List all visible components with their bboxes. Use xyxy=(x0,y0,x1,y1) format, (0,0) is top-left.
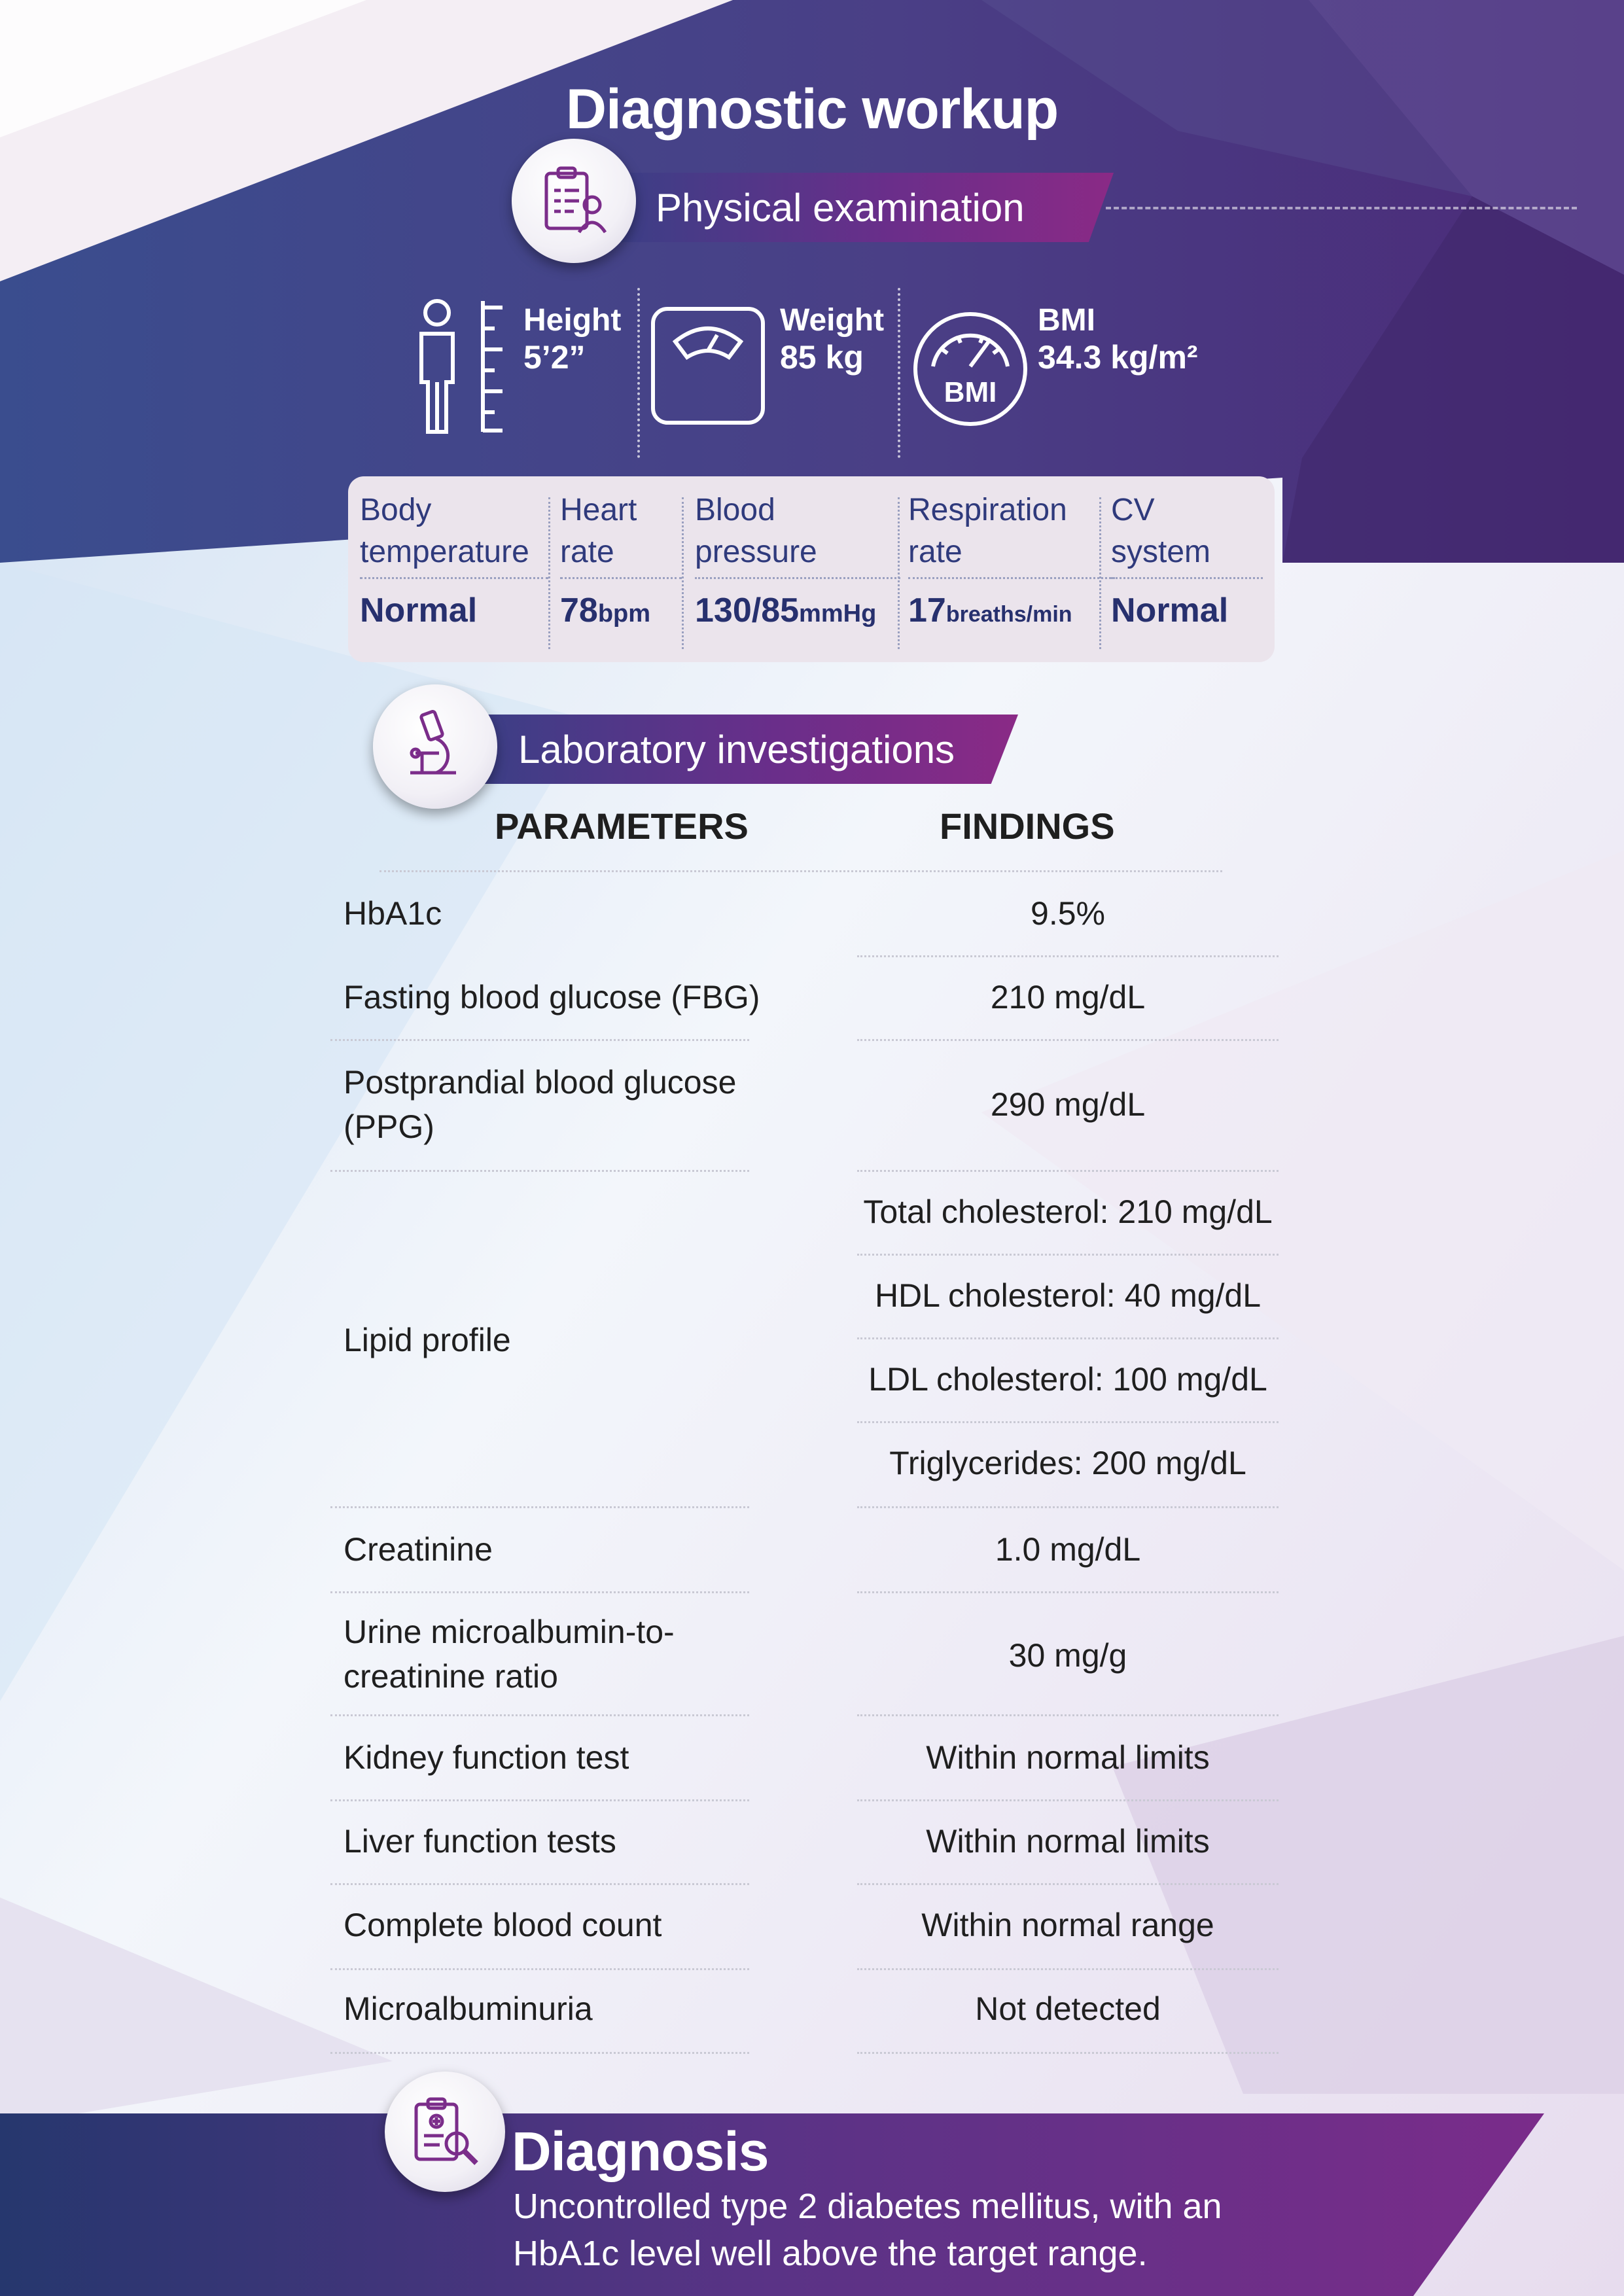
bmi-value: 34.3 kg/m² xyxy=(1038,339,1198,376)
vital-value xyxy=(695,591,900,630)
vital-value xyxy=(1111,591,1263,630)
vital-separator xyxy=(1099,497,1101,649)
row-rule xyxy=(857,2052,1279,2054)
vital-label-line: system xyxy=(1111,535,1211,569)
vital-respiration-rate xyxy=(908,489,1115,630)
vital-cv-system xyxy=(1111,489,1263,630)
row-rule xyxy=(857,1883,1279,1885)
row-rule xyxy=(330,1883,749,1885)
row-rule xyxy=(330,1170,749,1172)
vital-separator xyxy=(898,497,900,649)
weight-value: 85 kg xyxy=(780,339,864,376)
header-rule xyxy=(380,870,1222,872)
vital-value xyxy=(360,591,548,630)
row-rule xyxy=(857,1254,1279,1256)
lab-finding: 1.0 mg/dL xyxy=(995,1531,1141,1568)
bmi-gauge-icon xyxy=(908,306,1033,431)
row-rule xyxy=(857,1039,1279,1041)
row-rule xyxy=(857,955,1279,957)
header-parameters: PARAMETERS xyxy=(495,805,749,847)
lab-finding: 210 mg/dL xyxy=(990,979,1146,1016)
vital-label-line: Heart xyxy=(560,493,637,527)
lab-param: Liver function tests xyxy=(344,1823,616,1860)
vital-body-temperature xyxy=(360,489,548,630)
lab-param: Kidney function test xyxy=(344,1739,629,1776)
row-rule xyxy=(330,2052,749,2054)
lab-finding: 30 mg/g xyxy=(1008,1637,1127,1674)
height-label: Height xyxy=(523,303,622,338)
vital-label-line: rate xyxy=(908,535,962,569)
clipboard-doctor-icon xyxy=(512,139,636,263)
vital-label xyxy=(560,489,682,579)
lab-finding: Within normal range xyxy=(921,1907,1214,1943)
lab-finding: LDL cholesterol: 100 mg/dL xyxy=(868,1361,1267,1398)
section-ribbon-lab xyxy=(478,715,1018,784)
lab-finding: Within normal limits xyxy=(926,1739,1210,1776)
row-rule xyxy=(330,1799,749,1801)
person-height-ruler-icon xyxy=(411,294,509,442)
height-text xyxy=(523,302,621,376)
row-rule xyxy=(857,1170,1279,1172)
lab-finding: Within normal limits xyxy=(926,1823,1210,1860)
vital-value-number: Normal xyxy=(360,592,478,629)
header-findings: FINDINGS xyxy=(940,805,1115,847)
lab-param: Creatinine xyxy=(344,1531,493,1568)
row-rule xyxy=(857,1421,1279,1423)
vital-label xyxy=(695,489,900,579)
vital-value-number: 130/85 xyxy=(695,592,800,629)
diagnosis-text: Uncontrolled type 2 diabetes mellitus, with an HbA1c level well above the target range. xyxy=(513,2187,1222,2273)
vital-label-line: Body xyxy=(360,493,432,527)
vital-value-number: 17 xyxy=(908,592,946,629)
vital-label-line: Respiration xyxy=(908,493,1067,527)
vital-blood-pressure xyxy=(695,489,900,630)
lab-finding: 9.5% xyxy=(1031,895,1105,932)
bmi-label: BMI xyxy=(1038,303,1095,338)
bmi-icon-text: BMI xyxy=(944,376,997,408)
microscope-icon xyxy=(373,684,497,809)
vital-separator xyxy=(682,497,684,649)
vital-label-line: CV xyxy=(1111,493,1155,527)
lab-finding: Total cholesterol: 210 mg/dL xyxy=(863,1193,1273,1230)
row-rule xyxy=(857,1337,1279,1339)
height-value: 5’2” xyxy=(523,339,586,376)
vital-value xyxy=(560,591,682,630)
vital-label xyxy=(908,489,1115,579)
vital-heart-rate xyxy=(560,489,682,630)
lab-param: Fasting blood glucose (FBG) xyxy=(344,979,760,1016)
lab-param: Microalbuminuria xyxy=(344,1990,593,2027)
section-ribbon-physical xyxy=(615,173,1114,242)
ribbon-dotted-line xyxy=(1106,207,1577,209)
weighing-scale-icon xyxy=(649,305,767,430)
vitals-panel xyxy=(348,476,1275,662)
vital-separator xyxy=(898,288,900,458)
vital-value-number: 78 xyxy=(560,592,598,629)
section-title-lab: Laboratory investigations xyxy=(518,727,955,771)
lab-param: Urine microalbumin-to-creatinine ratio xyxy=(344,1614,675,1695)
clipboard-magnifier-icon xyxy=(385,2072,505,2192)
lab-param: Postprandial blood glucose (PPG) xyxy=(344,1064,737,1145)
row-rule xyxy=(330,1968,749,1970)
vital-unit: breaths/min xyxy=(945,602,1072,627)
lab-param: Lipid profile xyxy=(344,1322,511,1358)
lab-finding: HDL cholesterol: 40 mg/dL xyxy=(874,1277,1262,1314)
lab-finding: 290 mg/dL xyxy=(990,1086,1146,1123)
vital-separator xyxy=(637,288,640,458)
lab-param: HbA1c xyxy=(344,895,442,932)
vital-label-line: Blood xyxy=(695,493,775,527)
vital-value xyxy=(908,591,1115,630)
row-rule xyxy=(857,1591,1279,1593)
row-rule xyxy=(330,1506,749,1508)
vital-label-line: rate xyxy=(560,535,614,569)
row-rule xyxy=(857,1714,1279,1716)
diagnosis-title: Diagnosis xyxy=(512,2121,769,2182)
lab-finding: Triglycerides: 200 mg/dL xyxy=(889,1445,1246,1481)
vital-unit: bpm xyxy=(597,600,651,627)
vital-label-line: pressure xyxy=(695,535,817,569)
weight-text xyxy=(780,302,884,376)
row-rule xyxy=(857,1506,1279,1508)
weight-label: Weight xyxy=(780,303,885,338)
row-rule xyxy=(330,1714,749,1716)
vital-value-number: Normal xyxy=(1111,592,1229,629)
vital-label xyxy=(1111,489,1263,579)
bmi-text xyxy=(1038,302,1198,376)
row-rule xyxy=(857,1968,1279,1970)
section-title-physical: Physical examination xyxy=(656,185,1025,230)
row-rule xyxy=(330,1039,749,1041)
row-rule xyxy=(857,1799,1279,1801)
lab-finding: Not detected xyxy=(975,1990,1161,2027)
vital-separator xyxy=(548,497,550,649)
page-title: Diagnostic workup xyxy=(565,78,1059,141)
lab-param: Complete blood count xyxy=(344,1907,662,1943)
vital-label xyxy=(360,489,548,579)
vital-label-line: temperature xyxy=(360,535,529,569)
row-rule xyxy=(330,1591,749,1593)
vital-unit: mmHg xyxy=(799,600,877,627)
